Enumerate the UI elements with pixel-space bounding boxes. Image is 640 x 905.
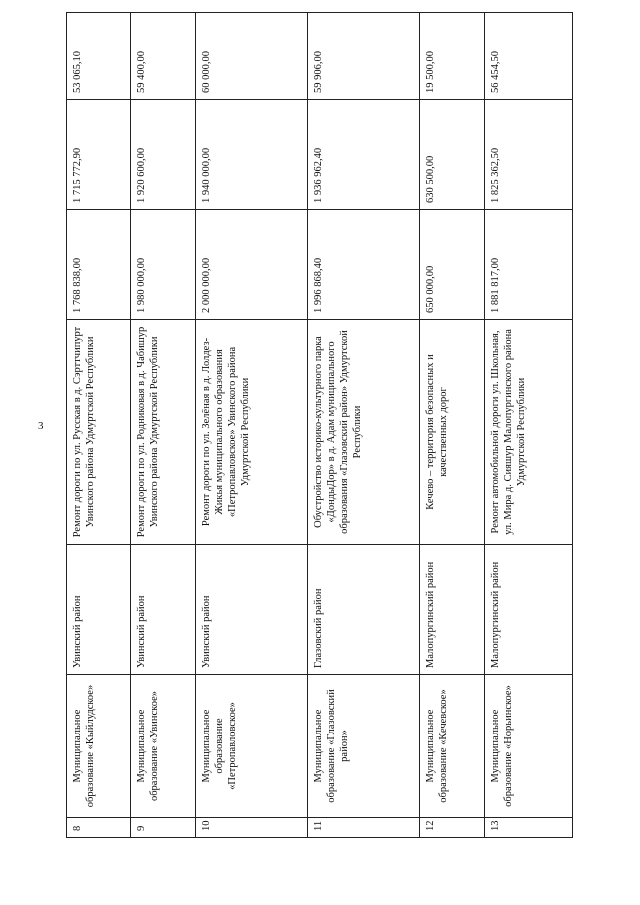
row-number: 11 — [308, 818, 420, 838]
cofinancing-amount-cell: 59 906,00 — [308, 13, 420, 100]
cofinancing-amount-cell: 19 500,00 — [420, 13, 484, 100]
total-amount-cell: 1 881 817,00 — [484, 210, 572, 320]
row-number: 10 — [195, 818, 307, 838]
municipality-cell: Муниципальное образование «Норьинское» — [484, 675, 572, 818]
projects-table — [66, 12, 573, 838]
budget-amount-cell: 1 825 362,50 — [484, 100, 572, 210]
district-cell: Увинский район — [67, 545, 131, 675]
row-number: 12 — [420, 818, 484, 838]
district-cell: Малопургинский район — [484, 545, 572, 675]
project-cell: Обустройство историко-культурного парка «ДондыДор» в д. Адам муниципального образования «Глазовский район» Удмуртской Республики — [308, 320, 420, 545]
budget-amount-cell: 630 500,00 — [420, 100, 484, 210]
municipality-cell: Муниципальное образование «Кечевское» — [420, 675, 484, 818]
total-amount-cell: 1 768 838,00 — [67, 210, 131, 320]
municipality-cell: Муниципальное образование «Петропавловское» — [195, 675, 307, 818]
table-row — [195, 13, 307, 838]
project-cell: Ремонт дороги по ул. Родниковая в д. Чабишур Увинского района Удмуртской Республики — [131, 320, 195, 545]
table-row — [484, 13, 572, 838]
total-amount-cell: 1 996 868,40 — [308, 210, 420, 320]
total-amount-cell: 1 980 000,00 — [131, 210, 195, 320]
total-amount-cell: 650 000,00 — [420, 210, 484, 320]
table-row — [131, 13, 195, 838]
district-cell: Малопургинский район — [420, 545, 484, 675]
row-number: 8 — [67, 818, 131, 838]
municipality-cell: Муниципальное образование «Кыйлудское» — [67, 675, 131, 818]
budget-amount-cell: 1 936 962,40 — [308, 100, 420, 210]
rotated-table-wrapper — [66, 13, 573, 838]
municipality-cell: Муниципальное образование «Увинское» — [131, 675, 195, 818]
district-cell: Глазовский район — [308, 545, 420, 675]
cofinancing-amount-cell: 60 000,00 — [195, 13, 307, 100]
budget-amount-cell: 1 940 000,00 — [195, 100, 307, 210]
cofinancing-amount-cell: 56 454,50 — [484, 13, 572, 100]
cofinancing-amount-cell: 59 400,00 — [131, 13, 195, 100]
total-amount-cell: 2 000 000,00 — [195, 210, 307, 320]
district-cell: Увинский район — [195, 545, 307, 675]
project-cell: Ремонт автомобильной дороги ул. Школьная, ул. Мира д. Сияшур Малопургинского района Удмуртской Республики — [484, 320, 572, 545]
page-number: 3 — [38, 420, 44, 432]
municipality-cell: Муниципальное образование «Глазовский район» — [308, 675, 420, 818]
budget-amount-cell: 1 715 772,90 — [67, 100, 131, 210]
district-cell: Увинский район — [131, 545, 195, 675]
row-number: 13 — [484, 818, 572, 838]
project-cell: Кечево – территория безопасных и качественных дорог — [420, 320, 484, 545]
row-number: 9 — [131, 818, 195, 838]
cofinancing-amount-cell: 53 065,10 — [67, 13, 131, 100]
project-cell: Ремонт дороги по ул. Зелёная в д. Лолдез-Жикья муниципального образования «Петропавловское» Увинского района Удмуртской Республики — [195, 320, 307, 545]
table-row — [308, 13, 420, 838]
table-row — [420, 13, 484, 838]
budget-amount-cell: 1 920 600,00 — [131, 100, 195, 210]
project-cell: Ремонт дороги по ул. Русская в д. Сэрттчипурт Увинского района Удмуртской Республики — [67, 320, 131, 545]
table-row — [67, 13, 131, 838]
